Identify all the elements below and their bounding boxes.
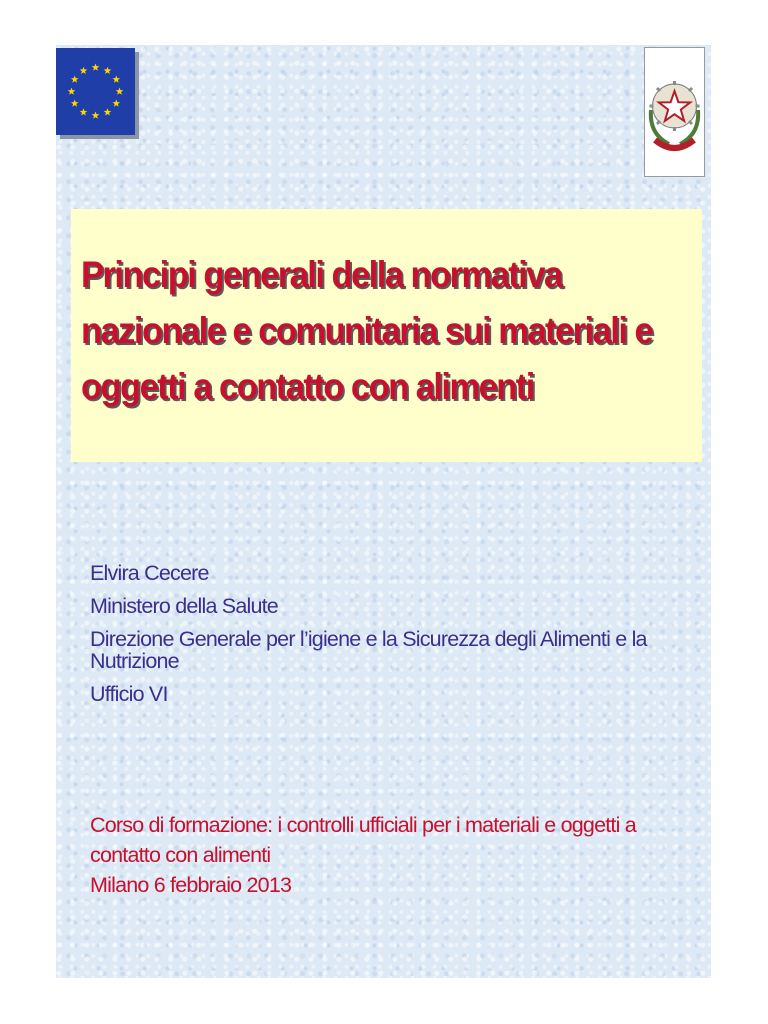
- eu-stars-icon: [56, 48, 135, 135]
- eu-star-icon: [104, 108, 112, 115]
- author-ministry: Ministero della Salute: [90, 594, 278, 618]
- eu-star-icon: [92, 112, 100, 119]
- author-department: Direzione Generale per l’igiene e la Sicurezza degli Alimenti e la Nutrizione: [90, 627, 647, 673]
- author-block: [90, 562, 690, 716]
- eu-star-icon: [80, 67, 88, 74]
- course-block: [90, 810, 705, 900]
- eu-flag-logo: [56, 48, 135, 135]
- course-location-date: Milano 6 febbraio 2013: [90, 873, 292, 897]
- page-title: Principi generali della normativa nazionale e comunitaria sui materiali e oggetti a contatto con alimenti: [81, 254, 653, 407]
- eu-star-icon: [71, 100, 79, 107]
- eu-star-icon: [71, 76, 79, 83]
- eu-star-icon: [68, 88, 76, 95]
- eu-star-icon: [112, 100, 120, 107]
- eu-star-icon: [80, 108, 88, 115]
- author-name: Elvira Cecere: [90, 561, 209, 585]
- course-description: Corso di formazione: i controlli ufficiali per i materiali e oggetti a contatto con alimenti: [90, 813, 636, 867]
- author-office: Ufficio VI: [90, 682, 168, 706]
- eu-star-icon: [104, 67, 112, 74]
- slide: [56, 45, 711, 978]
- emblem-icon: [645, 48, 704, 176]
- eu-star-icon: [116, 88, 124, 95]
- italian-republic-emblem: [644, 47, 705, 177]
- title-box: [71, 209, 702, 462]
- eu-star-icon: [112, 76, 120, 83]
- eu-star-icon: [92, 64, 100, 71]
